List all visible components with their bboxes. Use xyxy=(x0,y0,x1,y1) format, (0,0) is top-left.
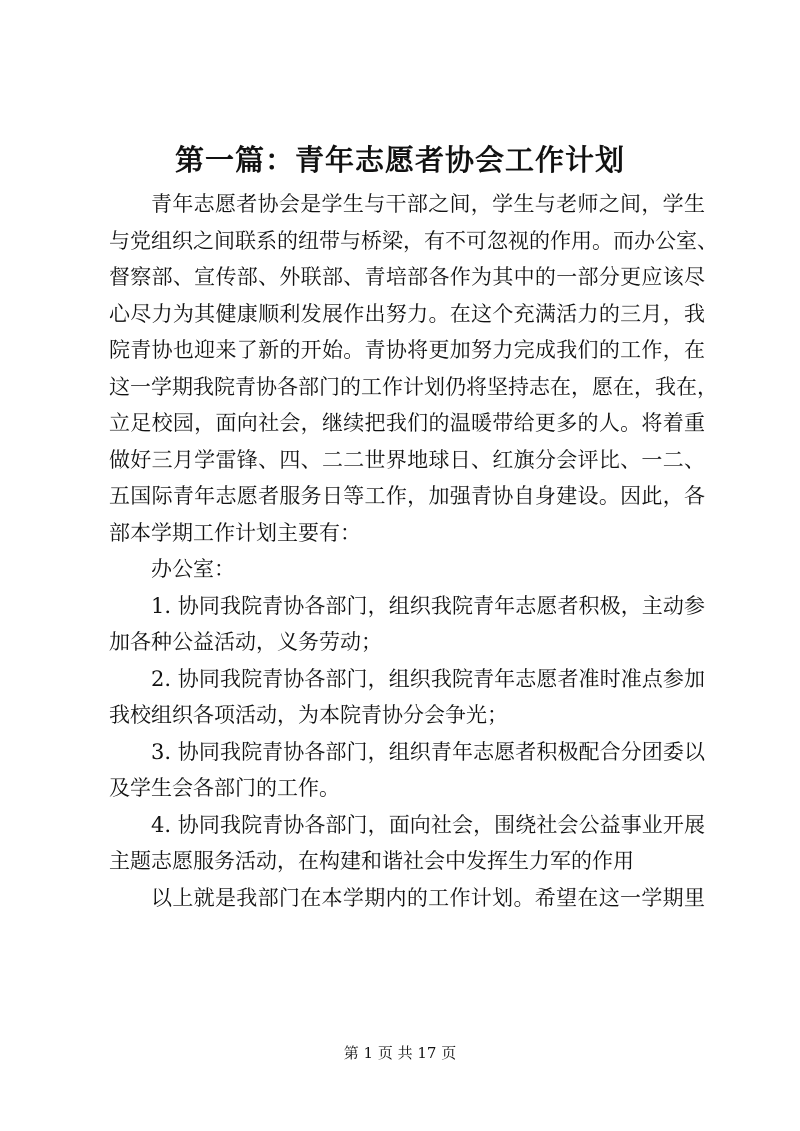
list-item-line: 主题志愿服务活动，在构建和谐社会中发挥生力军的作用 xyxy=(109,849,634,873)
section-heading: 办公室： xyxy=(151,557,235,581)
document-title: 第一篇：青年志愿者协会工作计划 xyxy=(174,143,625,177)
paragraph-line: 五国际青年志愿者服务日等工作，加强青协自身建设。因此，各 xyxy=(109,484,705,508)
list-item-line: 1. 协同我院青协各部门，组织我院青年志愿者积极，主动参 xyxy=(151,593,705,618)
page-footer: 第 1 页 共 17 页 xyxy=(343,1044,457,1062)
paragraph-line: 做好三月学雷锋、四、二二世界地球日、红旗分会评比、一二、 xyxy=(109,447,705,472)
paragraph-line: 与党组织之间联系的纽带与桥梁，有不可忽视的作用。而办公室、 xyxy=(109,228,718,253)
paragraph-line: 青年志愿者协会是学生与干部之间，学生与老师之间，学生 xyxy=(151,192,705,216)
paragraph-line: 部本学期工作计划主要有： xyxy=(109,520,361,545)
list-item-line: 4. 协同我院青协各部门，面向社会，围绕社会公益事业开展 xyxy=(151,812,705,837)
paragraph-line: 督察部、宣传部、外联部、青培部各作为其中的一部分更应该尽 xyxy=(109,265,705,289)
list-item-line: 加各种公益活动，义务劳动； xyxy=(109,630,382,654)
paragraph-line: 以上就是我部门在本学期内的工作计划。希望在这一学期里 xyxy=(151,885,705,910)
document-body xyxy=(109,186,718,916)
list-item-line: 2. 协同我院青协各部门，组织我院青年志愿者准时准点参加 xyxy=(151,666,705,691)
paragraph-line: 这一学期我院青协各部门的工作计划仍将坚持志在，愿在，我在， xyxy=(109,374,718,399)
paragraph-line: 立足校园，面向社会，继续把我们的温暖带给更多的人。将着重 xyxy=(109,411,705,435)
list-item-line: 及学生会各部门的工作。 xyxy=(109,776,340,800)
list-item-line: 3. 协同我院青协各部门，组织青年志愿者积极配合分团委以 xyxy=(151,739,705,764)
list-item-line: 我校组织各项活动，为本院青协分会争光； xyxy=(109,703,508,727)
paragraph-line: 院青协也迎来了新的开始。青协将更加努力完成我们的工作，在 xyxy=(109,338,705,362)
paragraph-line: 心尽力为其健康顺利发展作出努力。在这个充满活力的三月，我 xyxy=(109,301,705,326)
